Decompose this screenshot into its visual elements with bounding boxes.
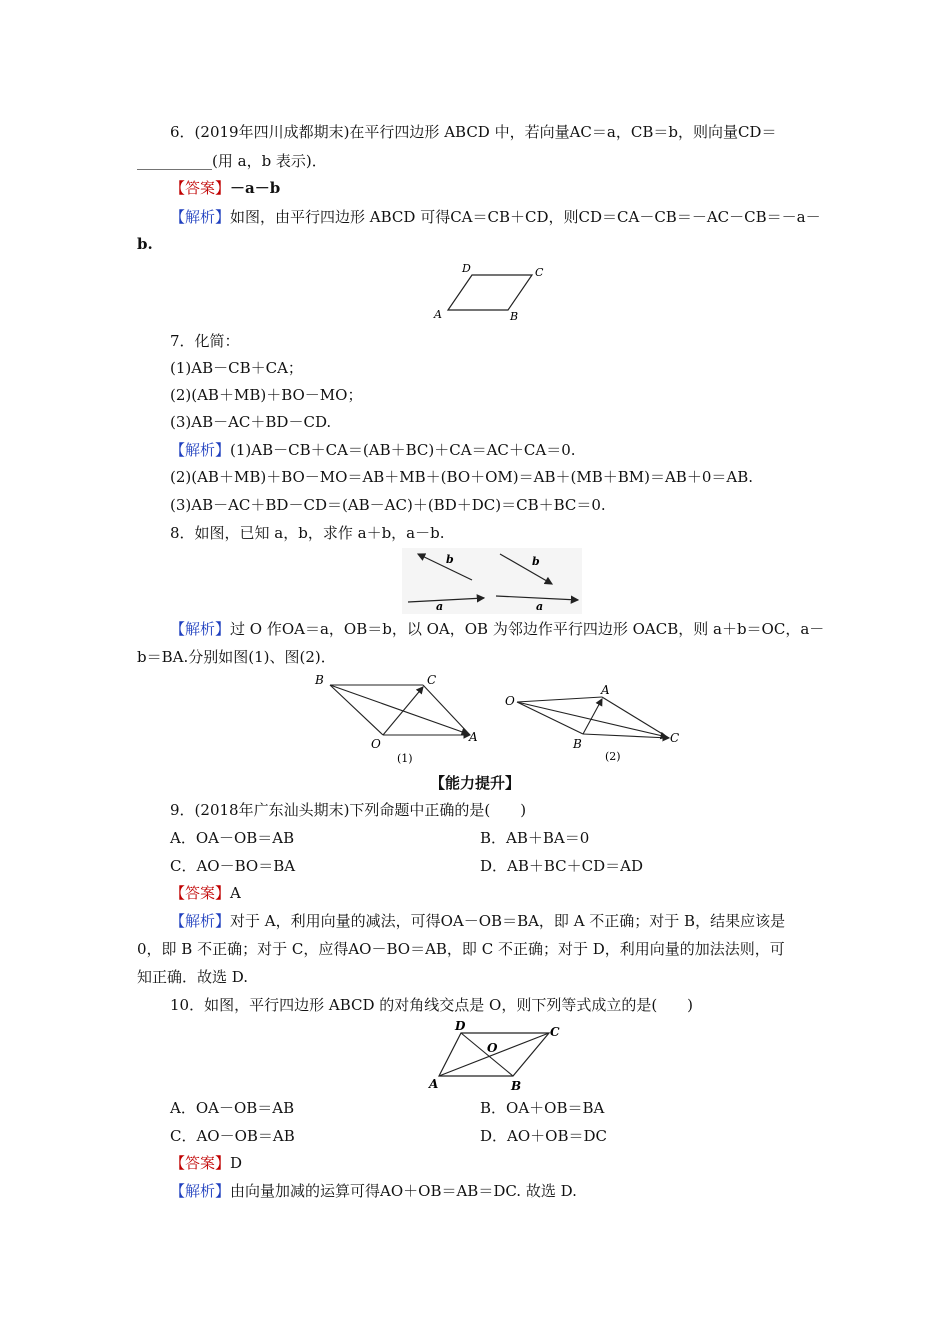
q7-part2: (2)(AB＋MB)＋BO－MO； bbox=[170, 386, 363, 404]
analysis-text: 对于 A，利用向量的减法，可得OA－OB＝BA，即 A 不正确；对于 B，结果应该是 bbox=[230, 912, 786, 930]
label-b: B bbox=[511, 1079, 522, 1093]
analysis-tag: 【解析】 bbox=[170, 620, 231, 638]
analysis-text: 过 O 作OA＝a，OB＝b，以 OA，OB 为邻边作平行四边形 OACB，则 a＋b＝OC，a－ bbox=[230, 620, 825, 638]
label-a: A bbox=[434, 308, 442, 321]
analysis-tag: 【解析】 bbox=[170, 912, 231, 930]
fig2-ac bbox=[602, 697, 669, 738]
q7-analysis2: (2)(AB＋MB)＋BO－MO＝AB＋MB＋(BO＋OM)＝AB＋(MB＋BM)＝AB＋0＝AB. bbox=[170, 468, 753, 486]
fig2-oa bbox=[517, 697, 602, 702]
fig1-label-b: B bbox=[315, 673, 324, 687]
label-b-right: b bbox=[532, 555, 540, 568]
fig1-ba bbox=[330, 685, 468, 734]
fig2-label-b: B bbox=[573, 737, 582, 751]
q10-option-c: C．AO－OB＝AB bbox=[170, 1127, 295, 1145]
answer-tag: 【答案】 bbox=[170, 1154, 231, 1172]
answer-text: －a－b bbox=[230, 179, 281, 197]
answer-tag: 【答案】 bbox=[170, 884, 231, 902]
fig2-ob bbox=[517, 702, 583, 734]
q9-option-d: D．AB＋BC＋CD＝AD bbox=[480, 857, 644, 875]
fig2-label-o: O bbox=[505, 694, 515, 708]
figure-vectors-a-b bbox=[402, 548, 582, 614]
q10-option-b: B．OA＋OB＝BA bbox=[480, 1099, 605, 1117]
analysis-tag: 【解析】 bbox=[170, 1182, 231, 1200]
q9-title: 9．(2018年广东汕头期末)下列命题中正确的是( ) bbox=[170, 801, 527, 819]
label-c: C bbox=[550, 1025, 560, 1039]
q9-option-b: B．AB＋BA＝0 bbox=[480, 829, 590, 847]
q9-analysis-line1 bbox=[170, 910, 785, 932]
label-d: D bbox=[462, 262, 471, 275]
q7-title: 7．化简： bbox=[170, 332, 240, 350]
answer-text: A bbox=[230, 884, 241, 902]
fig1-ob bbox=[330, 685, 383, 735]
q10-title: 10．如图，平行四边形 ABCD 的对角线交点是 O，则下列等式成立的是( ) bbox=[170, 996, 694, 1014]
analysis-text: 由向量加减的运算可得AO＋OB＝AB＝DC. 故选 D. bbox=[230, 1182, 577, 1200]
q6-answer bbox=[170, 177, 280, 199]
q7-part3: (3)AB－AC＋BD－CD. bbox=[170, 413, 332, 431]
label-a: A bbox=[429, 1077, 439, 1091]
fig1-label-a: A bbox=[469, 730, 478, 744]
fig1-label-o: O bbox=[371, 737, 381, 751]
q9-answer bbox=[170, 882, 241, 904]
q7-analysis3: (3)AB－AC＋BD－CD＝(AB－AC)＋(BD＋DC)＝CB＋BC＝0. bbox=[170, 496, 606, 514]
label-c: C bbox=[535, 266, 544, 279]
parallelogram-shape bbox=[448, 275, 532, 310]
fig2-oc bbox=[517, 702, 667, 737]
label-o: O bbox=[487, 1041, 498, 1055]
q9-option-c: C．AO－BO＝BA bbox=[170, 857, 296, 875]
q8-title: 8．如图，已知 a，b，求作 a＋b，a－b. bbox=[170, 524, 445, 542]
section-heading: 【能力提升】 bbox=[429, 774, 520, 792]
analysis-tag: 【解析】 bbox=[170, 441, 231, 459]
fig1-ca bbox=[423, 685, 470, 735]
q6-line1: 6．(2019年四川成都期末)在平行四边形 ABCD 中，若向量AC＝a，CB＝b，则向量CD＝ bbox=[170, 123, 777, 141]
analysis-text: 如图，由平行四边形 ABCD 可得CA＝CB＋CD，则CD＝CA－CB＝－AC－CB＝－a－ bbox=[230, 208, 821, 226]
q9-option-a: A．OA－OB＝AB bbox=[170, 829, 295, 847]
answer-tag: 【答案】 bbox=[170, 179, 231, 197]
fig2-label-a: A bbox=[601, 683, 610, 697]
fig1-label-c: C bbox=[427, 673, 437, 687]
q8-analysis-line2: b＝BA.分别如图(1)、图(2)． bbox=[137, 648, 336, 666]
q6-line2: __________(用 a，b 表示)． bbox=[137, 152, 327, 170]
q10-option-a: A．OA－OB＝AB bbox=[170, 1099, 295, 1117]
q6-analysis-line2: b. bbox=[137, 235, 153, 253]
label-a-left: a bbox=[436, 600, 444, 613]
q7-part1: (1)AB－CB＋CA； bbox=[170, 359, 303, 377]
fig1-caption: (1) bbox=[397, 752, 413, 765]
analysis-text: (1)AB－CB＋CA＝(AB＋BC)＋CA＝AC＋CA＝0. bbox=[230, 441, 576, 459]
q7-analysis1 bbox=[170, 439, 576, 461]
label-b-left: b bbox=[446, 553, 454, 566]
figure-parallelogram-diagonals bbox=[425, 1018, 565, 1094]
q6-analysis-line1 bbox=[170, 206, 821, 228]
figure-background bbox=[402, 548, 582, 614]
fig2-caption: (2) bbox=[605, 750, 621, 763]
q9-analysis-line2: 0，即 B 不正确；对于 C，应得AO－BO＝AB，即 C 不正确；对于 D，利用向量的加法法则，可 bbox=[137, 940, 785, 958]
q9-analysis-line3: 知正确．故选 D. bbox=[137, 968, 249, 986]
answer-text: D bbox=[230, 1154, 243, 1172]
q8-analysis-line1 bbox=[170, 618, 824, 640]
label-a-right: a bbox=[536, 600, 544, 613]
figure-parallelograms-1-2 bbox=[305, 670, 695, 770]
label-d: D bbox=[455, 1019, 466, 1033]
figure-parallelogram-abcd bbox=[430, 262, 560, 324]
fig2-ba bbox=[583, 699, 602, 734]
fig2-label-c: C bbox=[670, 731, 680, 745]
q10-analysis bbox=[170, 1180, 577, 1202]
q10-option-d: D．AO＋OB＝DC bbox=[480, 1127, 607, 1145]
label-b: B bbox=[510, 310, 519, 323]
q10-answer bbox=[170, 1152, 242, 1174]
analysis-tag: 【解析】 bbox=[170, 208, 231, 226]
